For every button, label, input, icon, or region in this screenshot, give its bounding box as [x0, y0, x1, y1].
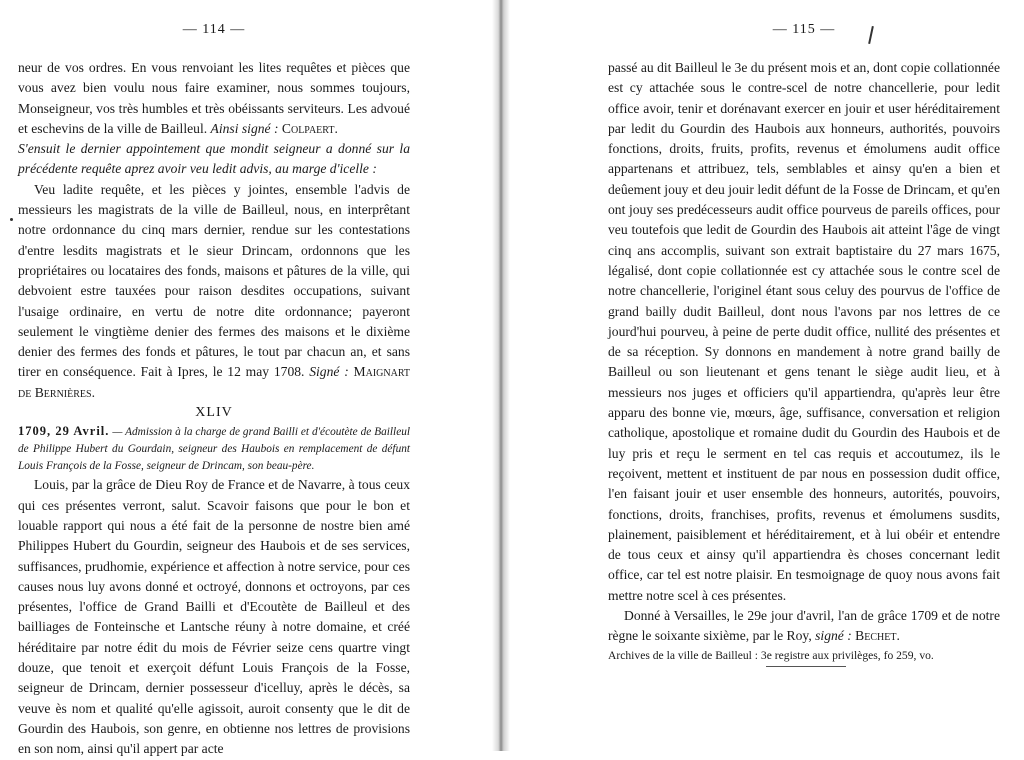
right-paragraph-2	[608, 606, 1000, 647]
signe-label: Signé :	[309, 364, 349, 380]
endorsement-note: S'ensuit le dernier appointement que mondit seigneur a donné sur la précédente requête aprez avoir veu ledit advis, au marge d'icelle :	[18, 141, 410, 177]
left-paragraph-1	[18, 58, 410, 139]
signatory-name: Maignart de Bernières.	[18, 364, 410, 400]
document-date: 1709, 29 Avril.	[18, 424, 110, 439]
document-heading	[18, 423, 410, 475]
ink-speck	[10, 218, 13, 221]
paragraph-text: Donné à Versailles, le 29e jour d'avril, l'an de grâce 1709 et de notre règne le soixante sixième, par le Roy,	[608, 608, 1000, 644]
right-page-text	[608, 58, 1000, 664]
left-paragraph-3: Louis, par la grâce de Dieu Roy de France et de Navarre, à tous ceux qui ces présentes verront, salut. Scavoir faisons que pour le bon et louable rapport qui nous a été fait de la personne de nostre bien amé Philippes Hubert du Gourdin, seigneur des Haubois et de ses services, suffisances, prudhomie, expérience et affection à notre service, pour ces causes nous luy avons donné et octroyé, donnons et octroyons, par ces présentes, l'office de Grand Bailli et d'Ecoutète de Bailleul et des bailliages de Fonteinsche et Lantsche réuny à notre domaine, et créé héréditaire par notre édit du mois de Février seize cens quartre vingt douze, que tenoit et exerçoit défunt Louis François de la Fosse, seigneur de Drincam, dernier possesseur d'icelluy, après le décès, sa veuve ès nom et qualité qu'elle agissoit, auroit consenty que le dit de Gourdin des Haubois, son genre, en obtienne nos lettres de provisions en son nom, ainsi qu'il appert par acte	[18, 477, 410, 757]
left-paragraph-2	[18, 180, 410, 403]
section-numeral: XLIV	[195, 405, 233, 421]
book-gutter	[492, 0, 510, 751]
archive-reference: Archives de la ville de Bailleul : 3e registre aux privilèges, fo 259, vo.	[608, 648, 934, 662]
left-page-text	[18, 58, 410, 760]
document-summary: — Admission à la charge de grand Bailli et d'écoutète de Bailleul de Philippe Hubert du Gourdain, seigneur des Haubois en remplacement de défunt Louis François de la Fosse, seigneur de Drincam, son beau-père.	[18, 426, 410, 473]
end-rule	[766, 666, 846, 667]
paragraph-text: Veu ladite requête, et les pièces y jointes, ensemble l'advis de messieurs les magistrats de la ville de Bailleul, nous, en interprêtant notre ordonnance du cinq mars dernier, rendue sur les contestations d'entre lesdits magistrats et le sieur Drincam, ordonnons que les propriétaires ou locataires des fonds, maisons et pâtures de la ville, qui debvoient estre tauxées pour raison desdites occupations, suivant l'usaige ordinaire, en vertu de notre dite ordonnance; payeront seulement le vingtième denier des fermes des maisons et le dixième denier des fermes des fonds et pâtures, le tout par chacun an, et sans tirer en conséquence. Fait à Ipres, le 12 may 1708.	[18, 181, 410, 380]
right-page-number: — 115 —	[772, 22, 836, 37]
signatory-name: Colpaert.	[281, 120, 338, 136]
signatory-name: Bechet.	[855, 628, 900, 644]
signe-label: Ainsi signé :	[210, 120, 279, 136]
right-page	[608, 0, 1000, 751]
right-paragraph-1: passé au dit Bailleul le 3e du présent mois et an, dont copie collationnée est cy attachée sous le contre-scel de notre chancellerie, pour ledit office avoir, tenir et dorénavant exercer en jouir et user héréditairement par ledit du Gourdin des Haubois aux honneurs, authorités, pouvoirs fonctions, droits, fruits, profits, revenus et émolumens audit office appartenans et attribuez, tels, semblables et ainsy qu'en a bien et deûement jouy et deu jouir ledit défunt de la Fosse de Drincam, et qu'en ont jouy ses predécesseurs audit office pourveus de pareils offices, pour veu toutefois que ledit de Gourdin des Haubois ait atteint l'âge de vingt cinq ans accomplis, suivant son extrait baptistaire du 27 mars 1675, légalisé, dont copie collationnée est cy attachée sous le contre scel de notre chancellerie, l'originel étant sous celuy des pourvus de l'office de grand bailly dudit Bailleul, dont nous l'avons par nos lettres de ce jourd'hui pourveu, à peine de perte dudit office, nullité des présentes et de sa réception. Sy donnons en mandement à notre grand bailly de Bailleul ou son lieutenant et gens tenant le siège audit lieu, et à messieurs nos juges et officiers qu'il appartiendra, qu'après leur être apparu des bonne vie, mœurs, âge, suffisance, conversation et religion catholique, apostolique et romaine dudit du Gourdin des Haubois et de luy pris et reçu le serment en tel cas requis et accoutumez, ils le reçoivent, mettent et instituent de par nous en possession dudit office, l'en faisant jouir et user ensemble des honneurs, autorités, pouvoirs, fonctions, droits, franchises, profits, revenus et émolumens susdits, plainement, paisiblement et héréditairement, et à lui obéir et entendre de tous ceux et ainsy qu'il appartiendra ès choses concernant ledit office, car tel est notre plaisir. En tesmoignage de quoy nous avons fait mettre notre scel à ces présentes.	[608, 60, 1000, 603]
left-page	[18, 0, 410, 757]
paragraph-text: neur de vos ordres. En vous renvoiant les lites requêtes et pièces que vous avez bien voulu nous faire examiner, nous sommes toujours, Monseigneur, vos très humbles et très obéissants serviteurs. Les advoué et eschevins de la ville de Bailleul.	[18, 60, 410, 136]
left-page-number: — 114 —	[182, 22, 246, 37]
signe-label: signé :	[815, 628, 852, 644]
